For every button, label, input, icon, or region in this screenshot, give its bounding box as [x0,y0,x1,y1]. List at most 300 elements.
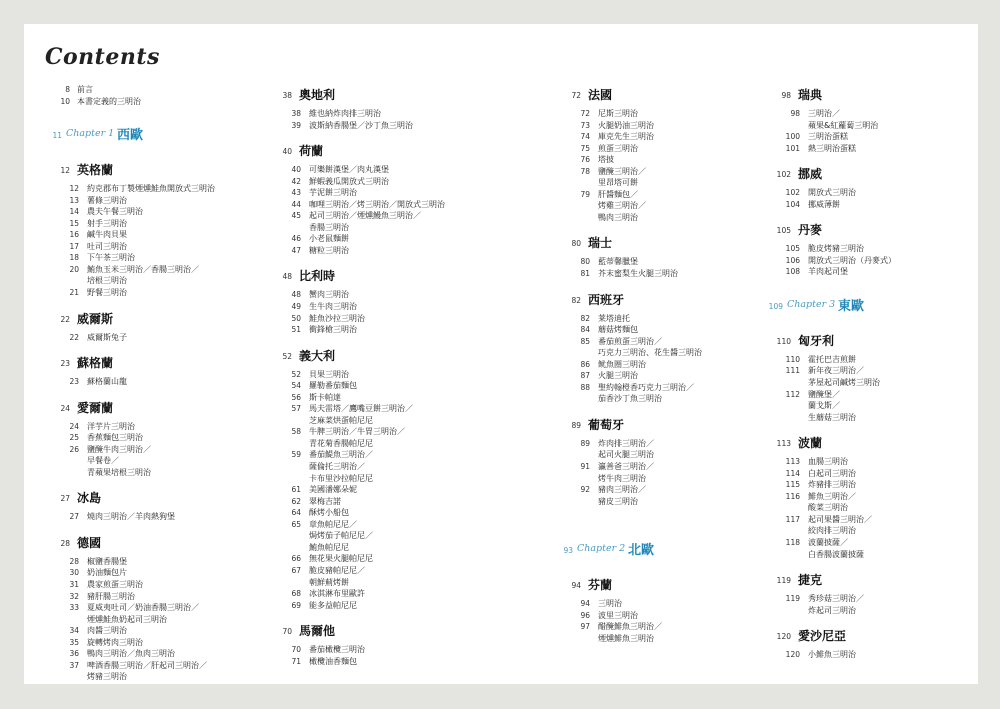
country-name: 冰島 [77,491,102,506]
toc-entry [765,456,965,468]
page-number: 72 [571,91,581,100]
page-number: 73 [580,120,590,130]
toc-entry [555,598,755,610]
entry-title: 肉醬三明治 [87,626,127,636]
page-number: 117 [785,514,800,524]
country-name: 德國 [77,535,102,550]
entry-title: 豬皮三明治 [598,496,638,506]
entry-title: 翠梅吉諾 [309,496,341,506]
country-heading [765,625,965,649]
toc-entry [765,143,965,155]
toc-entry [266,507,466,519]
page-number: 87 [580,371,590,381]
entry-title: 烤牛肉三明治 [598,473,646,483]
page-number: 116 [785,491,800,501]
page-number: 86 [580,359,590,369]
page-number: 44 [291,199,301,209]
spacer [555,522,755,537]
entry-title: 芝麻菜烘蛋帕尼尼 [309,415,373,425]
entry-title: 塔披 [598,155,614,165]
entry-title: 卡布里沙拉帕尼尼 [309,473,373,483]
entry-title: 鮪魚帕尼尼 [309,542,349,552]
page-number: 71 [291,656,301,666]
toc-page [24,24,978,684]
entry-title: 貝果三明治 [309,369,349,379]
entry-title: 肝醬麵包／ [598,189,638,199]
page-number: 50 [291,313,301,323]
country-name: 英格蘭 [77,163,114,178]
entry-title: 啤酒香腸三明治／肝起司三明治／ [87,660,207,670]
entry-title: 鹽醃堡／ [808,389,840,399]
toc-entry [765,514,965,526]
country-heading [266,620,466,644]
page-number: 67 [291,565,301,575]
entry-title: 酸菜三明治 [808,503,848,513]
entry-title: 波里三明治 [598,610,638,620]
page-number: 12 [69,184,79,194]
country-name: 瑞典 [798,88,823,102]
toc-entry [765,266,965,278]
entry-title: 番茄煎蛋三明治／ [598,336,662,346]
entry-continuation [765,412,965,424]
entry-title: 秀珍菇三明治／ [808,594,864,604]
entry-title: 章魚帕尼尼／ [309,519,357,529]
page-number: 20 [69,264,79,274]
page-number: 47 [291,245,301,255]
page-number: 17 [69,241,79,251]
page-number: 69 [291,600,301,610]
entry-title: 衝鋒槍三明治 [309,325,357,335]
entry-title: 能多益帕尼尼 [309,600,357,610]
toc-column-4 [765,84,965,661]
page-number: 93 [563,546,573,556]
page-number: 33 [69,603,79,613]
spacer [266,611,466,620]
entry-title: 維也納炸肉排三明治 [309,109,381,118]
entry-title: 鱿魚圈三明治 [598,359,646,369]
spacer [765,321,965,330]
entry-title: 起司果醬三明治／ [808,514,872,524]
page-number: 34 [69,626,79,636]
chapter-heading [765,293,965,321]
spacer [765,616,965,625]
toc-entry [555,461,755,473]
toc-entry [44,376,244,388]
toc-entry [555,621,755,633]
toc-entry [266,588,466,600]
chapter-title: 東歐 [838,298,865,314]
page-number: 40 [282,147,292,157]
page-number: 11 [52,131,62,141]
toc-entry [555,131,755,143]
entry-title: 挪威薄餅 [808,199,840,209]
toc-entry [266,392,466,404]
page-number: 97 [580,622,590,632]
chapter-label: Chapter 3 [787,298,836,310]
page-number: 82 [571,295,581,305]
entry-title: 青蘋果培根三明治 [87,467,151,477]
page-number: 91 [580,462,590,472]
entry-title: 鯡魚三明治／ [808,491,856,501]
page-number: 52 [291,369,301,379]
page-number: 94 [571,581,581,591]
entry-title: 鴨肉三明治 [598,212,638,222]
page-number: 75 [580,143,590,153]
spacer [765,560,965,569]
entry-title: 霍托巴吉煎餅 [808,354,856,364]
country-name: 義大利 [299,348,336,363]
country-name: 馬爾他 [299,624,336,639]
page-number: 102 [785,188,800,198]
toc-entry [266,324,466,336]
entry-title: 炸豬排三明治 [808,480,856,490]
entry-title: 三明治／ [808,109,840,118]
page-number: 24 [60,403,70,413]
toc-entry [44,84,244,96]
page-number: 68 [291,589,301,599]
spacer [266,336,466,345]
toc-entry [44,602,244,614]
page-number: 24 [69,421,79,431]
country-heading [765,219,965,243]
entry-title: 庫克先生三明治 [598,132,654,142]
country-heading [765,84,965,108]
page-number: 12 [60,166,70,176]
entry-title: 尼斯三明治 [598,109,638,118]
entry-title: 新年夜三明治／ [808,366,864,376]
entry-title: 野餐三明治 [87,288,127,298]
spacer [765,278,965,293]
page-number: 27 [60,494,70,504]
page-number: 22 [69,332,79,342]
entry-title: 烤雞三明治／ [598,201,646,211]
spacer [266,256,466,265]
toc-column-3 [555,84,755,644]
entry-title: 瀛善爸三明治／ [598,462,654,472]
entry-title: 小鯡魚三明治 [808,650,856,660]
toc-entry [765,108,965,120]
toc-entry [765,187,965,199]
entry-title: 起司火腿三明治 [598,450,654,460]
page-title: Contents [45,44,160,70]
country-name: 愛爾蘭 [77,400,114,415]
toc-entry [266,449,466,461]
toc-entry [266,233,466,245]
spacer [44,107,244,122]
entry-title: 里昂塔可餅 [598,178,638,188]
toc-entry [555,143,755,155]
page-number: 28 [69,556,79,566]
page-number: 25 [69,433,79,443]
entry-continuation [266,577,466,589]
country-heading [266,265,466,289]
entry-title: 吐司三明治 [87,241,127,251]
country-name: 蘇格蘭 [77,356,114,371]
page-number: 14 [69,207,79,217]
entry-title: 洋芋片三明治 [87,421,135,431]
toc-entry [44,556,244,568]
entry-continuation [765,120,965,132]
page-number: 22 [60,314,70,324]
page-number: 108 [785,267,800,277]
spacer [555,507,755,522]
page-number: 26 [69,444,79,454]
entry-continuation [765,400,965,412]
entry-title: 蘭戈斯／ [808,401,840,411]
spacer [555,405,755,414]
country-name: 丹麥 [798,223,823,238]
toc-entry [266,120,466,132]
toc-entry [266,369,466,381]
country-name: 奧地利 [299,88,336,102]
country-heading [555,574,755,598]
toc-entry [765,199,965,211]
toc-entry [44,264,244,276]
spacer [765,154,965,163]
country-name: 法國 [588,88,613,102]
entry-continuation [765,549,965,561]
entry-continuation [266,530,466,542]
page-number: 46 [291,234,301,244]
entry-title: 聖約翰橙香巧克力三明治／ [598,382,694,392]
entry-title: 酥烤小船包 [309,508,349,518]
entry-title: 藍蒂馨臘堡 [598,257,638,267]
country-heading [44,397,244,421]
entry-title: 農夫午餐三明治 [87,207,143,217]
toc-entry [44,421,244,433]
entry-title: 馬夫雷塔／鷹嘴豆餅三明治／ [309,404,413,414]
entry-title: 波斯納香腸堡／沙丁魚三明治 [309,120,413,130]
page-number: 57 [291,404,301,414]
entry-continuation [555,496,755,508]
country-name: 捷克 [798,573,823,588]
toc-entry [44,637,244,649]
page-number: 58 [291,427,301,437]
country-heading [555,414,755,438]
toc-entry [266,519,466,531]
entry-continuation [266,473,466,485]
country-heading [266,345,466,369]
country-name: 威爾斯 [77,311,114,326]
entry-continuation [555,347,755,359]
page-number: 23 [60,359,70,369]
page-number: 80 [571,239,581,249]
page-number: 120 [776,632,791,642]
entry-title: 開放式三明治（丹麥式） [808,255,896,265]
page-number: 54 [291,381,301,391]
toc-column-1 [44,84,244,683]
entry-title: 白香腸波蘭披薩 [808,549,864,559]
page-number: 65 [291,519,301,529]
entry-title: 橄欖油香麵包 [309,656,357,666]
entry-continuation [555,212,755,224]
page-number: 37 [69,660,79,670]
entry-title: 鮪魚玉米三明治／香腸三明治／ [87,264,199,274]
country-heading [765,330,965,354]
toc-entry [44,660,244,672]
page-number: 43 [291,188,301,198]
country-heading [44,352,244,376]
toc-entry [555,336,755,348]
toc-entry [555,484,755,496]
page-number: 118 [785,538,800,548]
page-number: 30 [69,568,79,578]
toc-entry [765,593,965,605]
page-number: 101 [785,143,800,153]
entry-title: 生牛肉三明治 [309,302,357,312]
entry-title: 薩倫托三明治／ [309,462,365,472]
entry-title: 豬肝腸三明治 [87,591,135,601]
spacer [44,478,244,487]
entry-title: 蘇格蘭山龍 [87,377,127,387]
toc-entry [266,553,466,565]
toc-entry [765,389,965,401]
entry-title: 青花菊香腸帕尼尼 [309,438,373,448]
toc-entry [44,96,244,108]
toc-entry [765,468,965,480]
country-heading [555,289,755,313]
country-heading [765,569,965,593]
page-number: 92 [580,485,590,495]
page-number: 80 [580,257,590,267]
spacer [44,299,244,308]
spacer [266,131,466,140]
entry-title: 小老鼠麵餅 [309,234,349,244]
country-name: 荷蘭 [299,144,324,159]
entry-title: 波蘭披薩／ [808,538,848,548]
page-number: 61 [291,485,301,495]
entry-title: 冰淇淋布里歐許 [309,589,365,599]
entry-title: 羊肉起司堡 [808,267,848,277]
entry-title: 血腸三明治 [808,457,848,467]
spacer [765,423,965,432]
entry-continuation [555,473,755,485]
page-number: 88 [580,382,590,392]
entry-continuation [555,633,755,645]
page-number: 59 [291,450,301,460]
entry-continuation [765,605,965,617]
page-number: 89 [580,438,590,448]
entry-title: 香腸三明治 [309,222,349,232]
entry-continuation [44,467,244,479]
entry-continuation [266,222,466,234]
toc-entry [266,199,466,211]
toc-entry [44,648,244,660]
page-number: 32 [69,591,79,601]
entry-title: 蘋果&紅蘿蔔三明治 [808,120,879,130]
page-number: 40 [291,165,301,175]
page-number: 100 [785,132,800,142]
entry-continuation [765,377,965,389]
page-number: 13 [69,195,79,205]
country-name: 葡萄牙 [588,417,625,432]
toc-entry [555,256,755,268]
page-number: 111 [785,366,800,376]
toc-entry [555,120,755,132]
spacer [555,280,755,289]
entry-title: 奶油麵包片 [87,568,127,578]
entry-title: 脆皮烤豬三明治 [808,244,864,254]
entry-title: 鮮蝦義瓜開放式三明治 [309,176,389,186]
entry-continuation [266,542,466,554]
chapter-heading [555,537,755,565]
entry-continuation [555,449,755,461]
toc-entry [266,301,466,313]
page-number: 96 [580,610,590,620]
spacer [44,523,244,532]
country-name: 西班牙 [588,292,625,307]
chapter-title: 北歐 [628,543,655,559]
entry-continuation [266,438,466,450]
page-number: 74 [580,132,590,142]
page-number: 76 [580,155,590,165]
entry-title: 焗烤茄子帕尼尼／ [309,531,373,541]
toc-entry [555,166,755,178]
toc-entry [555,370,755,382]
country-name: 匈牙利 [798,333,835,348]
toc-entry [44,183,244,195]
toc-entry [555,108,755,120]
page-number: 64 [291,508,301,518]
country-heading [44,308,244,332]
entry-title: 夏威夷吐司／奶油香腸三明治／ [87,603,199,613]
toc-entry [44,287,244,299]
entry-title: 糖粒三明治 [309,245,349,255]
entry-title: 番茄橄欖三明治 [309,645,365,655]
entry-title: 朝鮮薊烤餅 [309,577,349,587]
page-number: 15 [69,218,79,228]
page-number: 82 [580,313,590,323]
entry-title: 農家煎蛋三明治 [87,580,143,590]
country-heading [266,84,466,108]
toc-entry [44,511,244,523]
entry-title: 芥末蜜梨生火腿三明治 [598,269,678,279]
toc-entry [44,332,244,344]
page-number: 85 [580,336,590,346]
entry-continuation [44,455,244,467]
toc-entry [44,444,244,456]
page-number: 18 [69,253,79,263]
entry-title: 椒鹽香腸堡 [87,556,127,566]
entry-continuation [765,525,965,537]
toc-entry [555,324,755,336]
entry-continuation [765,502,965,514]
entry-title: 絞肉排三明治 [808,526,856,536]
country-name: 比利時 [299,269,336,284]
page-number: 38 [291,109,301,118]
toc-entry [44,206,244,218]
page-number: 79 [580,189,590,199]
toc-entry [266,108,466,120]
country-heading [765,163,965,187]
spacer [44,343,244,352]
toc-entry [555,189,755,201]
entry-title: 火腿三明治 [598,371,638,381]
page-number: 27 [69,512,79,522]
entry-title: 茅屋起司鹹烤三明治 [808,378,880,388]
entry-title: 烤豬三明治 [87,672,127,682]
spacer [555,565,755,574]
entry-title: 煙燻鮭魚奶起司三明治 [87,614,167,624]
entry-continuation [266,415,466,427]
entry-title: 煎蛋三明治 [598,143,638,153]
entry-title: 開放式三明治 [808,188,856,198]
entry-title: 鹽醃牛肉三明治／ [87,444,151,454]
chapter-heading [44,122,244,150]
spacer [44,150,244,159]
page-number: 48 [282,272,292,282]
entry-title: 芋泥餅三明治 [309,188,357,198]
